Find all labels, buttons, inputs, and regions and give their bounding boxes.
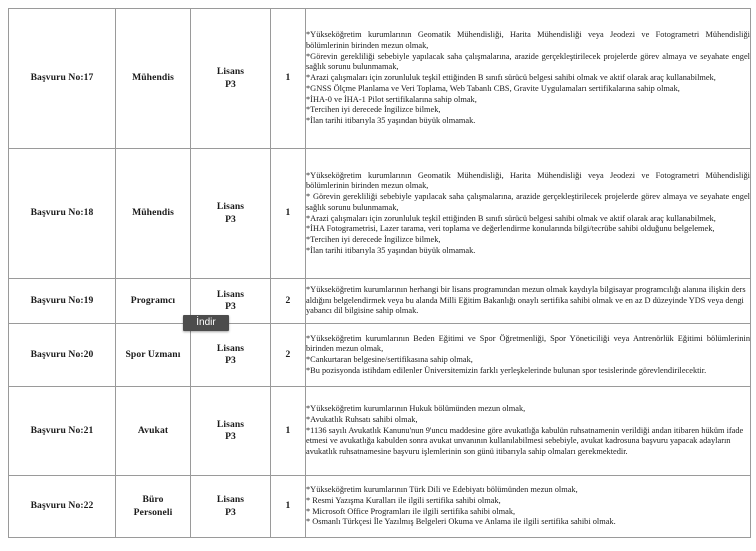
requirement-line: * Microsoft Office Programları ile ilgili sertifika sahibi olmak, <box>306 506 516 516</box>
applications-table <box>8 8 751 538</box>
cell-quantity: 1 <box>271 387 306 476</box>
table-row <box>9 149 751 279</box>
requirement-line: *GNSS Ölçme Planlama ve Veri Toplama, Web Tabanlı CBS, Gravite Uygulamaları sertifikalarına sahip olmak, <box>306 83 680 93</box>
requirement-line: *Yükseköğretim kurumlarının Türk Dili ve Edebiyatı bölümünden mezun olmak, <box>306 485 578 495</box>
cell-application-no: Başvuru No:21 <box>9 387 116 476</box>
requirement-line: *Tercihen iyi derecede İngilizce bilmek, <box>306 234 441 244</box>
cell-education-level <box>191 324 271 387</box>
education-degree: Lisans <box>216 494 245 506</box>
requirement-line: *Yükseköğretim kurumlarının Geomatik Mühendisliği, Harita Mühendisliği veya Jeodezi ve Fotogrametri Mühendisliği bölümlerinin birinden mezun olmak, <box>306 30 750 50</box>
table-row <box>9 476 751 538</box>
education-code: P3 <box>225 78 236 90</box>
cell-requirements <box>306 387 751 476</box>
requirement-line: *Yükseköğretim kurumlarının Beden Eğitimi ve Spor Öğretmenliği, Spor Yöneticiliği veya Antrenörlük Eğitimi bölümlerinin birinden mezun olmak, <box>306 333 750 354</box>
requirement-line: *Cankurtaran belgesine/sertifikasına sahip olmak, <box>306 355 473 364</box>
cell-requirements <box>306 324 751 387</box>
requirement-line: *Arazi çalışmaları için zorunluluk teşkil ettiğinden B sınıfı sürücü belgesi sahibi olmak ve aktif olarak araç kullanabilmek, <box>306 73 716 83</box>
education-code: P3 <box>225 355 236 366</box>
table-row <box>9 279 751 324</box>
education-degree: Lisans <box>216 201 245 213</box>
cell-quantity: 2 <box>271 279 306 324</box>
position-title-line2: Personeli <box>133 506 173 518</box>
requirement-line: *Avukatlık Ruhsatı sahibi olmak, <box>306 414 418 424</box>
education-code: P3 <box>225 506 236 518</box>
cell-quantity: 1 <box>271 9 306 149</box>
table-row <box>9 387 751 476</box>
cell-position-title: Avukat <box>116 387 191 476</box>
education-degree: Lisans <box>216 288 245 300</box>
table-row <box>9 324 751 387</box>
education-degree: Lisans <box>216 418 245 430</box>
requirement-line: *Yükseköğretim kurumlarının herhangi bir lisans programından mezun olmak kaydıyla bilgisayar programcılığı alanına ilişkin ders aldığını belgelendirmek veya bu alanda Milli Eğitim Bakanlığı onaylı sertifika sahibi olmak ve en az D düzeyinde YDS veya dengi yabancı dil bilgisine sahip olmak. <box>306 284 746 316</box>
education-degree: Lisans <box>216 66 245 78</box>
cell-quantity: 1 <box>271 476 306 538</box>
cell-quantity: 2 <box>271 324 306 387</box>
cell-requirements <box>306 9 751 149</box>
requirement-line: *Yükseköğretim kurumlarının Hukuk bölümünden mezun olmak, <box>306 404 526 414</box>
requirement-line: * Resmi Yazışma Kuralları ile ilgili sertifika sahibi olmak, <box>306 495 501 505</box>
cell-application-no: Başvuru No:19 <box>9 279 116 324</box>
requirement-line: *İHA Fotogrametrisi, Lazer tarama, veri toplama ve değerlendirme konularında bilgi/tecrübe sahibi olduğunu belgelemek, <box>306 224 715 234</box>
table-row <box>9 9 751 149</box>
requirement-line: *Görevin gerekliliği sebebiyle yapılacak saha çalışmalarına, arazide gerçekleştirilecek projelerde görev almaya ve seyahate engel sağlık sorunu bulunmamak, <box>306 51 750 72</box>
requirement-line: *Arazi çalışmaları için zorunluluk teşkil ettiğinden B sınıfı sürücü belgesi sahibi olmak ve aktif olarak araç kullanabilmek, <box>306 213 716 223</box>
cell-application-no: Başvuru No:18 <box>9 149 116 279</box>
cell-position-title <box>116 476 191 538</box>
requirement-line: * Osmanlı Türkçesi İle Yazılmış Belgeleri Okuma ve Anlama ile ilgili sertifika sahibi olmak. <box>306 517 616 527</box>
download-button-tooltip[interactable]: İndir <box>183 315 229 331</box>
cell-education-level <box>191 387 271 476</box>
education-degree: Lisans <box>216 342 245 354</box>
requirement-line: *1136 sayılı Avukatlık Kanunu'nun 9'uncu maddesine göre avukatlığa kabulün ruhsatnamenin verildiği andan itibaren hüküm ifade etmesi ve avukatlığa kabulden sonra avukat unvanının kullanılabilmesi sebebiyle, avukat kadrosuna başvuru yapacak adayların avukatlık ruhsatnamesine başvuru işlemlerinin son günü itibarıyla sahip olmaları gerekmektedir. <box>306 425 744 457</box>
cell-requirements <box>306 279 751 324</box>
position-title-line1: Büro <box>142 494 164 506</box>
table-body <box>9 9 751 538</box>
cell-position-title: Programcı <box>116 279 191 324</box>
cell-application-no: Başvuru No:20 <box>9 324 116 387</box>
requirement-line: *Bu pozisyonda istihdam edilenler Üniversitemizin farklı yerleşkelerinde bulunan spor tesislerinde görevlendirilecektir. <box>306 365 707 375</box>
cell-education-level <box>191 149 271 279</box>
education-code: P3 <box>225 301 236 312</box>
requirement-line: * Görevin gerekliliği sebebiyle yapılacak saha çalışmalarına, arazide gerçekleştirilecek projelerde görev almaya ve seyahate engel sağlık sorunu bulunmamak, <box>306 192 750 212</box>
cell-position-title: Mühendis <box>116 149 191 279</box>
document-page <box>8 8 750 538</box>
cell-position-title: Mühendis <box>116 9 191 149</box>
requirement-line: *Yükseköğretim kurumlarının Geomatik Mühendisliği, Harita Mühendisliği veya Jeodezi ve Fotogrametri Mühendisliği bölümlerinin birinden mezun olmak, <box>306 170 750 191</box>
cell-application-no: Başvuru No:22 <box>9 476 116 538</box>
cell-position-title: Spor Uzmanı <box>116 324 191 387</box>
cell-education-level <box>191 476 271 538</box>
cell-application-no: Başvuru No:17 <box>9 9 116 149</box>
cell-requirements <box>306 476 751 538</box>
cell-education-level <box>191 9 271 149</box>
cell-quantity: 1 <box>271 149 306 279</box>
requirement-line: *İlan tarihi itibarıyla 35 yaşından büyük olmamak. <box>306 245 476 255</box>
requirement-line: *İlan tarihi itibarıyla 35 yaşından büyük olmamak. <box>306 116 476 126</box>
education-code: P3 <box>225 213 236 225</box>
cell-requirements <box>306 149 751 279</box>
education-code: P3 <box>225 431 236 442</box>
requirement-line: *Tercihen iyi derecede İngilizce bilmek, <box>306 105 441 115</box>
requirement-line: *İHA-0 ve İHA-1 Pilot sertifikalarına sahip olmak, <box>306 94 477 104</box>
